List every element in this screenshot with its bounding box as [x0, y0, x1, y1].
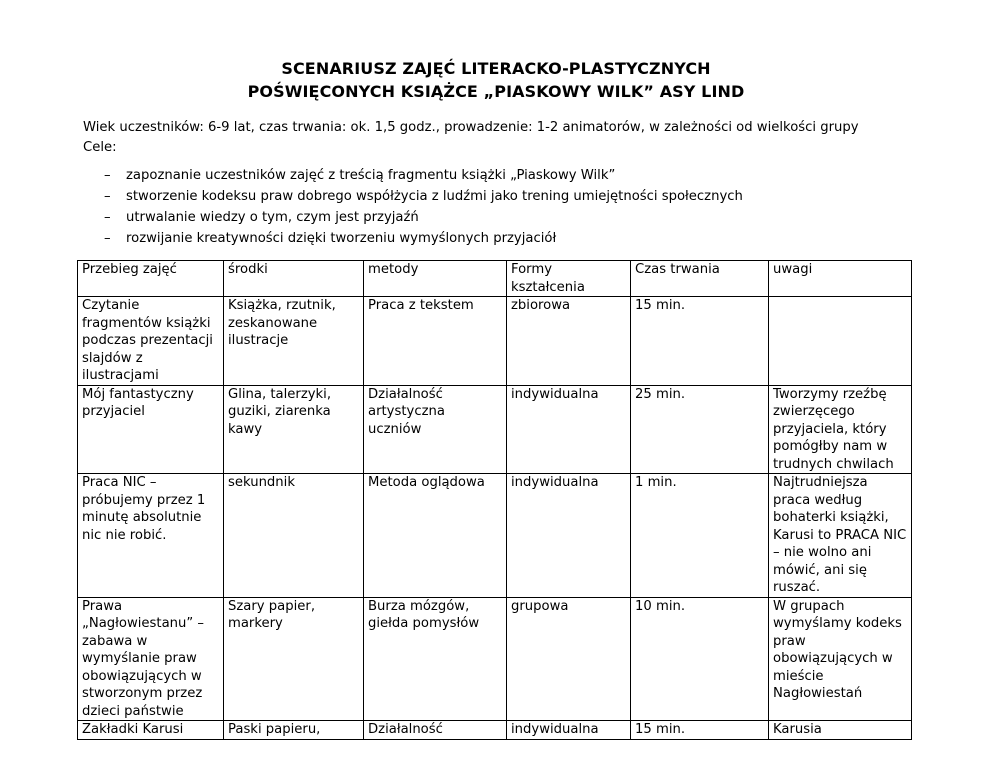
header-cell: środki: [224, 261, 364, 297]
table-cell: sekundnik: [224, 474, 364, 598]
goal-item: [104, 167, 743, 188]
table-cell: 15 min.: [631, 297, 769, 386]
goal-text: rozwijanie kreatywności dzięki tworzeniu wymyślonych przyjaciół: [126, 231, 557, 246]
table-cell: Czytanie fragmentów książki podczas prezentacji slajdów z ilustracjami: [78, 297, 224, 386]
table-cell: Praca NIC – próbujemy przez 1 minutę absolutnie nic nie robić.: [78, 474, 224, 598]
table-cell: 10 min.: [631, 597, 769, 721]
table-cell: grupowa: [507, 597, 631, 721]
table-cell: indywidualna: [507, 474, 631, 598]
goal-text: zapoznanie uczestników zajęć z treścią fragmentu książki „Piaskowy Wilk”: [126, 168, 616, 183]
table-cell: Działalność artystyczna uczniów: [364, 385, 507, 474]
table-cell: W grupach wymyślamy kodeks praw obowiązujących w mieście Nagłowiestań: [769, 597, 912, 721]
dash-bullet-icon: –: [104, 168, 111, 183]
header-cell: Czas trwania: [631, 261, 769, 297]
table-row: [78, 721, 912, 740]
table-cell: 1 min.: [631, 474, 769, 598]
dash-bullet-icon: –: [104, 210, 111, 225]
lesson-plan-table: [77, 260, 912, 740]
table-cell: Mój fantastyczny przyjaciel: [78, 385, 224, 474]
participants-info: Wiek uczestników: 6-9 lat, czas trwania: ok. 1,5 godz., prowadzenie: 1-2 animatorów, w zależności od wielkości grupy: [83, 120, 859, 135]
goal-item: [104, 188, 743, 209]
table-cell: Tworzymy rzeźbę zwierzęcego przyjaciela, który pomógłby nam w trudnych chwilach: [769, 385, 912, 474]
table-cell: Praca z tekstem: [364, 297, 507, 386]
goals-label: Cele:: [83, 140, 117, 155]
table-cell: Karusia: [769, 721, 912, 740]
goal-item: [104, 209, 743, 230]
table-cell: Paski papieru,: [224, 721, 364, 740]
goals-list: [104, 167, 743, 251]
table-cell: indywidualna: [507, 385, 631, 474]
dash-bullet-icon: –: [104, 189, 111, 204]
table-cell: Najtrudniejsza praca według bohaterki książki, Karusi to PRACA NIC – nie wolno ani mówić, ani się ruszać.: [769, 474, 912, 598]
document-title-line-1: SCENARIUSZ ZAJĘĆ LITERACKO-PLASTYCZNYCH: [281, 59, 711, 78]
table-cell: Działalność: [364, 721, 507, 740]
table-cell: Zakładki Karusi: [78, 721, 224, 740]
table-cell: Prawa „Nagłowiestanu” – zabawa w wymyślanie praw obowiązujących w stworzonym przez dzieci państwie: [78, 597, 224, 721]
table-cell: Glina, talerzyki, guziki, ziarenka kawy: [224, 385, 364, 474]
table-header-row: [78, 261, 912, 297]
table-cell: indywidualna: [507, 721, 631, 740]
table-cell: Książka, rzutnik, zeskanowane ilustracje: [224, 297, 364, 386]
goal-text: stworzenie kodeksu praw dobrego współżycia z ludźmi jako trening umiejętności społecznych: [126, 189, 743, 204]
header-cell: metody: [364, 261, 507, 297]
table-row: [78, 474, 912, 598]
table-row: [78, 597, 912, 721]
header-cell: Przebieg zajęć: [78, 261, 224, 297]
table-cell: Szary papier, markery: [224, 597, 364, 721]
table-cell: Metoda oglądowa: [364, 474, 507, 598]
table-row: [78, 297, 912, 386]
goal-item: [104, 230, 743, 251]
header-cell: uwagi: [769, 261, 912, 297]
table-cell: zbiorowa: [507, 297, 631, 386]
table-cell: 25 min.: [631, 385, 769, 474]
table-row: [78, 385, 912, 474]
goal-text: utrwalanie wiedzy o tym, czym jest przyjaźń: [126, 210, 419, 225]
document-title-line-2: POŚWIĘCONYCH KSIĄŻCE „PIASKOWY WILK” ASY LIND: [247, 82, 745, 101]
header-cell: Formy kształcenia: [507, 261, 631, 297]
table-cell: 15 min.: [631, 721, 769, 740]
table-cell: Burza mózgów, giełda pomysłów: [364, 597, 507, 721]
dash-bullet-icon: –: [104, 231, 111, 246]
table-cell: [769, 297, 912, 386]
